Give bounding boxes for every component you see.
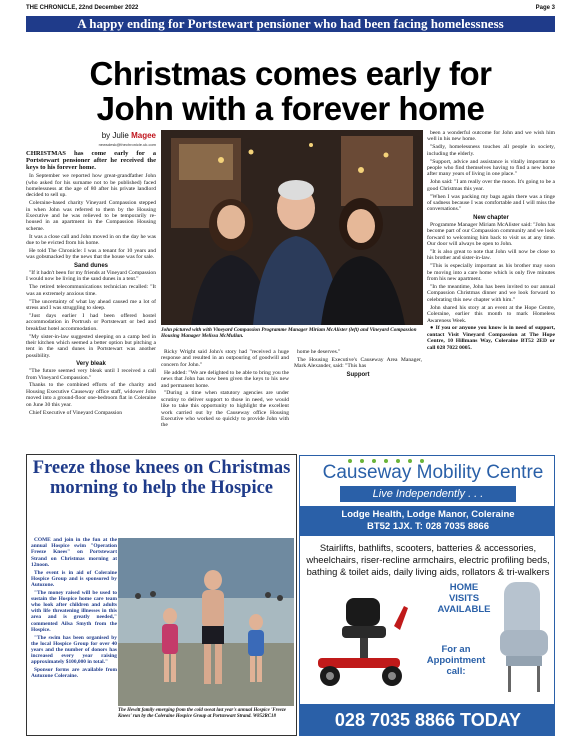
paragraph: "It is also great to note that John will now be close to his brother and sister-in-law. xyxy=(427,249,555,262)
ad-phone-number: 028 7035 8866 TODAY xyxy=(300,704,555,736)
headline-line-1: Christmas comes early for xyxy=(89,55,492,92)
main-story-photo xyxy=(161,130,423,325)
paragraph: home he deserves." xyxy=(297,349,341,355)
byline-prefix: by Julie xyxy=(101,131,132,140)
paragraph: "The future seemed very bleak until I received a call from Vineyard Compassion." xyxy=(26,368,156,381)
hospice-article-text xyxy=(31,537,117,681)
article-column-4 xyxy=(427,130,555,452)
ad-address-line-1: Lodge Health, Lodge Manor, Coleraine xyxy=(341,509,515,520)
paragraph: The event is in aid of Coleraine Hospice Group and is sponsored by Autozone. xyxy=(31,569,117,588)
article-lead: CHRISTMAS has come early for a Portstewart pensioner after he received the keys to his forever home. xyxy=(26,150,156,172)
ad-services-list: Stairlifts, bathlifts, scooters, batteries & accessories, wheelchairs, riser-recline armchairs, electric profiling beds, bathing & toilet aids, daily living aids, rollators & tri-walkers xyxy=(306,542,550,577)
hospice-headline: Freeze those knees on Christmas morning to help the Hospice xyxy=(32,458,291,498)
paragraph: been a wonderful outcome for John and we wish him well in his new home. xyxy=(427,130,555,143)
causeway-mobility-advert[interactable] xyxy=(299,455,555,736)
byline-email: newsdesk@thechronicle.uk.com xyxy=(98,142,156,147)
recliner-chair-icon xyxy=(496,574,552,698)
paragraph: "When I was packing my bags again there was a tinge of sadness because I was comfortable and I will miss the conversations." xyxy=(427,193,555,213)
crosshead-very-bleak: Very bleak xyxy=(76,361,106,368)
paragraph: "In the meantime, John has been invited to our annual Compassion Christmas dinner and we look forward to celebrating this new chapter with him." xyxy=(427,284,555,303)
paragraph: John shared his story at an event at the Hope Centre, Coleraine, earlier this month to mark Homeless Awareness Week. xyxy=(427,304,555,324)
paragraph: Sponsor forms are available from Autozone Coleraine. xyxy=(31,667,117,680)
photo-illustration xyxy=(161,130,423,325)
paragraph: "This is especially important as his brother may soon be moving into a care home which is only five minutes from his new apartment. xyxy=(427,263,555,283)
ad-logo-area xyxy=(300,456,555,504)
article-column-2 xyxy=(161,349,289,452)
paragraph: "The money raised will be used to sustain the Hospice home care team who look after children and adults with life threatening illnesses in this area and is greatly needed," commented Ailsa Smyth from the Hospice. xyxy=(31,589,117,633)
paragraph: "The swim has been organised by the local Hospice Group for over 40 years and the number of donors has increased every year raising approximately $100,000 in total." xyxy=(31,634,117,666)
hospice-photo-caption: The Hewitt family emerging from the cold sweat last year's annual Hospice 'Freeze Knees' run by the Coleraine Hospice Group at Portstewart Strand. W852RC18 xyxy=(118,708,286,719)
folio-page-number: Page 3 xyxy=(535,5,555,11)
folio-publication-date: THE CHRONICLE, 22nd December 2022 xyxy=(26,5,139,11)
hospice-swim-photo xyxy=(118,538,294,706)
byline-surname: Magee xyxy=(131,131,156,140)
crosshead-new-chapter: New chapter xyxy=(473,214,509,221)
paragraph: John said: "I am really over the moon. It's going to be a good Christmas this year. xyxy=(427,179,555,192)
paragraph: "Sadly, homelessness touches all people in society, including the elderly. xyxy=(427,144,555,157)
paragraph: The Housing Executive's Causeway Area Manager, Mark Alexander, said: "This has xyxy=(294,356,422,370)
article-column-1 xyxy=(26,150,156,452)
paragraph: "My sister-in-law suggested sleeping on a camp bed in their kitchen which seemed a better option but pitching a tent in the sand dunes in Portstewart was another possibility. xyxy=(26,333,156,359)
crosshead-sand-dunes: Sand dunes xyxy=(73,262,108,269)
mobility-scooter-icon xyxy=(308,586,418,696)
swim-photo-illustration xyxy=(118,538,294,706)
contact-info: ● If you or anyone you know is in need of support, contact Visit Vineyard Compassion at The Hope Centre, 10 Hillmans Way, Coleraine BT52 2ED or call 028 7022 0005. xyxy=(427,325,555,351)
story-banner: A happy ending for Portstewart pensioner who had been facing homelessness xyxy=(26,16,555,32)
paragraph: "Support, advice and assistance is vitally important to people who find themselves having to find a new home after many years of living in one place." xyxy=(427,158,555,178)
paragraph: Coleraine-based charity Vineyard Compassion stepped in when John was referred to them by the Housing Executive and he was relieved to be temporarily re-housed in an apartment in the Compassion Housing scheme. xyxy=(26,200,156,232)
headline-line-2: John with a forever home xyxy=(96,90,485,127)
paragraph: The retired telecommunications technician recalled: "It was an extremely anxious time. xyxy=(26,284,156,297)
paragraph: "During a time when statutory agencies are under scrutiny to deliver support to those in need, we would like to take this opportunity to highlight the excellent work carried out by the Causeway office Housing Executive who worked so quickly to provide John with the xyxy=(161,390,289,429)
article-column-3 xyxy=(294,349,422,385)
paragraph: It was a close call and John moved in on the day he was due to be evicted from his home. xyxy=(26,233,156,247)
paragraph: He added: "We are delighted to be able to bring you the news that John has now been given the keys to his new and permanent home. xyxy=(161,369,289,389)
main-photo-caption: John pictured with with Vineyard Compassion Programme Manager Miriam McAlister (left) and Vineyard Compassion Housing Manager Melissa McMullan. xyxy=(161,327,417,339)
ad-home-visits: HOME VISITS AVAILABLE xyxy=(437,582,491,615)
ad-company-name: Causeway Mobility Centre xyxy=(322,462,544,483)
paragraph: Programme Manager Miriam McAlister said: "John has become part of our Compassion community and we look forward to welcoming him back to visit us at any time. Our door will always be open to John. xyxy=(427,221,555,248)
ad-address-bar xyxy=(300,506,555,536)
paragraph: He told The Chronicle: I was a tenant for 10 years and was gobsmacked by the news that the house was for sale. xyxy=(26,248,156,261)
paragraph: Ricky Wright said John's story had "received a huge response and resulted in an outpouring of goodwill and concern for John." xyxy=(161,349,289,368)
paragraph: COME and join in the fun at the annual Hospice swim "Operation Freeze Knees" on Portstewart Strand on Christmas morning at 12noon. xyxy=(31,537,117,568)
paragraph: "If it hadn't been for my friends at Vineyard Compassion I would now be living in the sand dunes in a tent." xyxy=(26,269,156,283)
crosshead-support: Support xyxy=(346,372,370,378)
main-headline xyxy=(26,56,555,126)
paragraph: In September we reported how great-grandfather John (who asked for his surname not to be published) faced homelessness at the age of 80 after his private landlord decided to sell up. xyxy=(26,173,156,199)
ad-tagline: Live Independently . . . xyxy=(340,486,516,502)
ad-address-line-2: BT52 1JX. T: 028 7035 8866 xyxy=(366,521,489,532)
paragraph: Chief Executive of Vineyard Compassion xyxy=(29,409,123,416)
ad-appointment: For an Appointment call: xyxy=(426,644,486,677)
page-folio xyxy=(26,5,555,15)
paragraph: Thanks to the combined efforts of the charity and Housing Executive Causeway office staff, widower John moved into a ground-floor one-bedroom flat in Coleraine on June 30 this year. xyxy=(26,382,156,408)
paragraph: "Just days earlier I had been offered hostel accommodation in Portrush or Portstewart or bed and breakfast hotel accommodation. xyxy=(26,312,156,332)
paragraph: "The uncertainty of what lay ahead caused me a lot of stress and I was struggling to sleep. xyxy=(26,298,156,311)
byline xyxy=(26,131,156,140)
